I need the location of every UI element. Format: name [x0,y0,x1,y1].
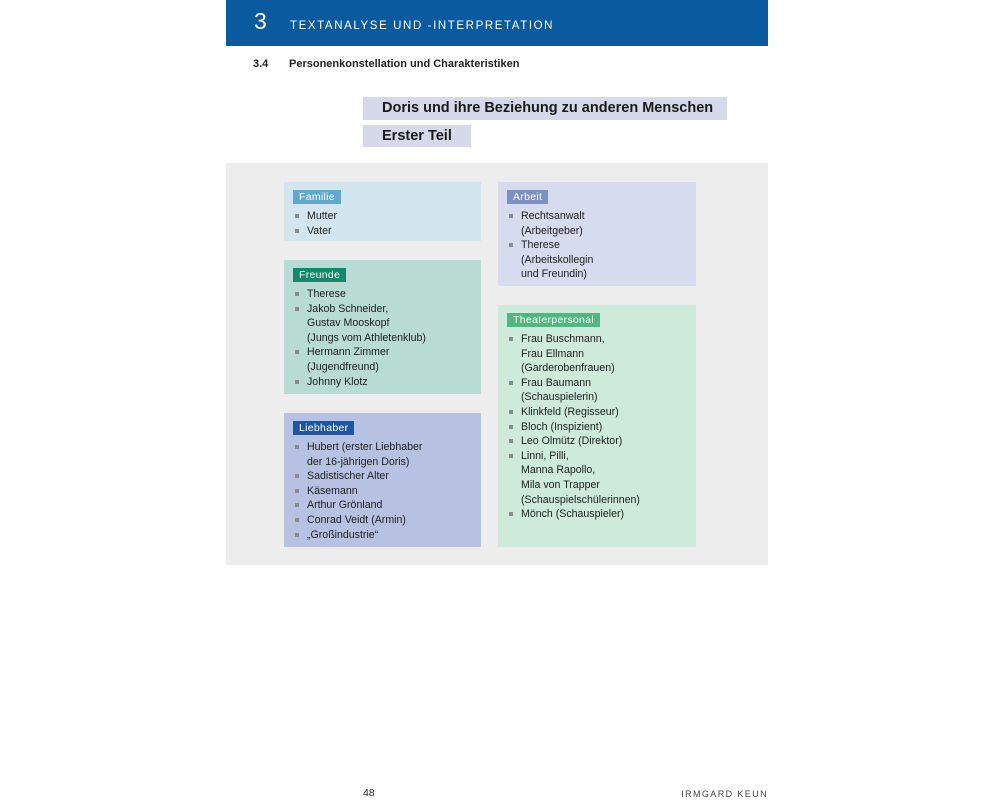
page-number: 48 [363,787,375,799]
group-familie [284,182,481,241]
group-theaterpersonal [498,305,696,547]
list-item: Arthur Grönland [293,498,473,513]
section-title: Personenkonstellation und Charakteristiken [289,58,520,70]
running-footer-author: IRMGARD KEUN [681,789,768,799]
list-item: Rechtsanwalt (Arbeitgeber) [507,209,688,238]
section-heading [253,58,519,70]
list-item: Therese [293,287,473,302]
group-label-theaterpersonal: Theaterpersonal [507,313,600,327]
list-item: Hermann Zimmer (Jugendfreund) [293,345,473,374]
chapter-header-bar [226,0,768,46]
section-number: 3.4 [253,58,269,70]
list-item: Conrad Veidt (Armin) [293,513,473,528]
group-label-freunde: Freunde [293,268,346,282]
list-item: Mutter [293,209,473,224]
list-item: Klinkfeld (Regisseur) [507,405,688,420]
diagram-subtitle: Erster Teil [363,125,471,147]
group-label-liebhaber: Liebhaber [293,421,354,435]
diagram-title: Doris und ihre Beziehung zu anderen Menschen [363,97,727,120]
chapter-title: TEXTANALYSE UND -INTERPRETATION [290,20,555,32]
group-liebhaber [284,413,481,547]
list-item: Johnny Klotz [293,375,473,390]
list-item: Jakob Schneider, Gustav Mooskopf (Jungs vom Athletenklub) [293,302,473,346]
group-list-arbeit [507,209,688,282]
list-item: Leo Olmütz (Direktor) [507,434,688,449]
group-arbeit [498,182,696,286]
group-list-familie [293,209,473,238]
list-item: Hubert (erster Liebhaber der 16-jährigen Doris) [293,440,473,469]
group-label-familie: Familie [293,190,341,204]
list-item: Therese (Arbeitskollegin und Freundin) [507,238,688,282]
list-item: Frau Buschmann, Frau Ellmann (Garderobenfrauen) [507,332,688,376]
chapter-number: 3 [254,8,267,34]
list-item: Bloch (Inspizient) [507,420,688,435]
group-label-arbeit: Arbeit [507,190,548,204]
list-item: „Großindustrie“ [293,528,473,543]
group-freunde [284,260,481,394]
group-list-liebhaber [293,440,473,542]
list-item: Käsemann [293,484,473,499]
group-list-freunde [293,287,473,389]
list-item: Vater [293,224,473,239]
list-item: Frau Baumann (Schauspielerin) [507,376,688,405]
list-item: Mönch (Schauspieler) [507,507,688,522]
list-item: Linni, Pilli, Manna Rapollo, Mila von Trapper (Schauspielschülerinnen) [507,449,688,507]
list-item: Sadistischer Alter [293,469,473,484]
group-list-theaterpersonal [507,332,688,522]
